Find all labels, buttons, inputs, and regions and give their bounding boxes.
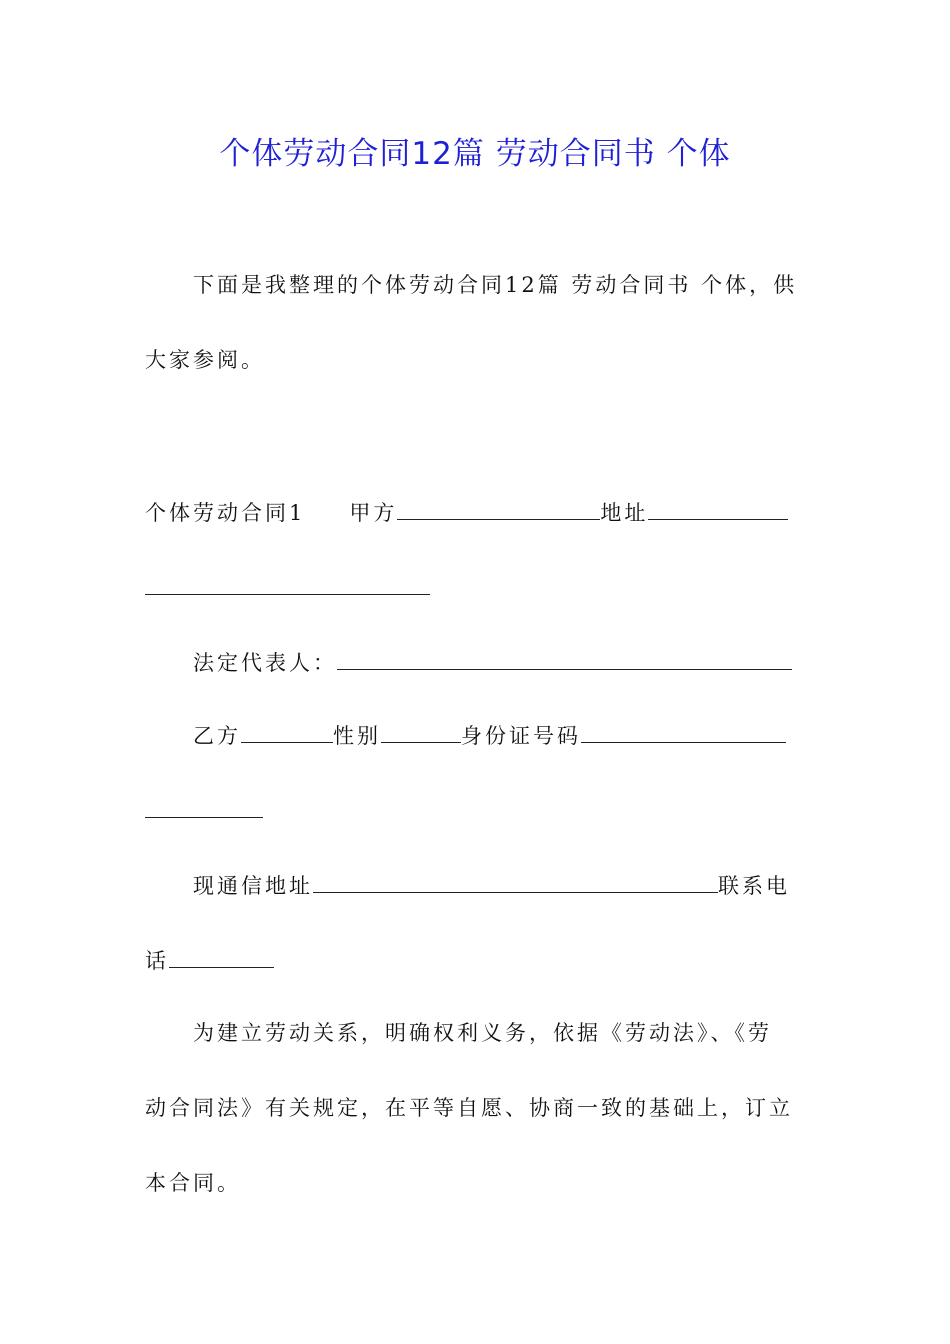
id-number-blank: [581, 718, 786, 743]
intro-line-2: 大家参阅。: [145, 348, 265, 372]
legal-rep-line: [193, 645, 807, 675]
paragraph-1-line-3: 本合同。: [145, 1171, 241, 1195]
gender-label: 性别: [333, 724, 381, 748]
address-continuation-line: [145, 570, 807, 600]
party-a-blank: [397, 495, 600, 520]
phone-label-part2: 话: [145, 949, 169, 973]
paragraph-1-line-2: 动合同法》有关规定，在平等自愿、协商一致的基础上，订立: [145, 1096, 793, 1120]
party-b-line: [193, 718, 807, 748]
address-label: 地址: [600, 501, 649, 525]
legal-rep-label: 法定代表人：: [193, 651, 337, 675]
mail-address-blank: [313, 868, 718, 893]
id-continuation-line: [145, 793, 807, 823]
phone-label-part1: 联系电: [718, 874, 790, 898]
phone-line: [145, 943, 807, 973]
gender-blank: [381, 718, 461, 743]
contract-heading: 个体劳动合同1: [145, 501, 306, 525]
party-a-label: 甲方: [349, 501, 398, 525]
contract-header-line: [145, 495, 807, 525]
party-b-blank: [241, 718, 333, 743]
id-number-blank-continued: [145, 793, 263, 818]
address-blank-continued: [145, 570, 430, 595]
intro-line-1: 下面是我整理的个体劳动合同12篇 劳动合同书 个体，供: [193, 273, 798, 297]
id-number-label: 身份证号码: [461, 724, 581, 748]
mail-address-label: 现通信地址: [193, 874, 313, 898]
paragraph-1-line-1: 为建立劳动关系，明确权利义务，依据《劳动法》、《劳: [193, 1021, 772, 1045]
legal-rep-blank: [337, 645, 792, 670]
phone-blank: [169, 943, 274, 968]
address-blank: [648, 495, 788, 520]
document-title: 个体劳动合同12篇 劳动合同书 个体: [219, 136, 731, 172]
party-b-label: 乙方: [193, 724, 241, 748]
mail-address-line: [193, 868, 807, 898]
